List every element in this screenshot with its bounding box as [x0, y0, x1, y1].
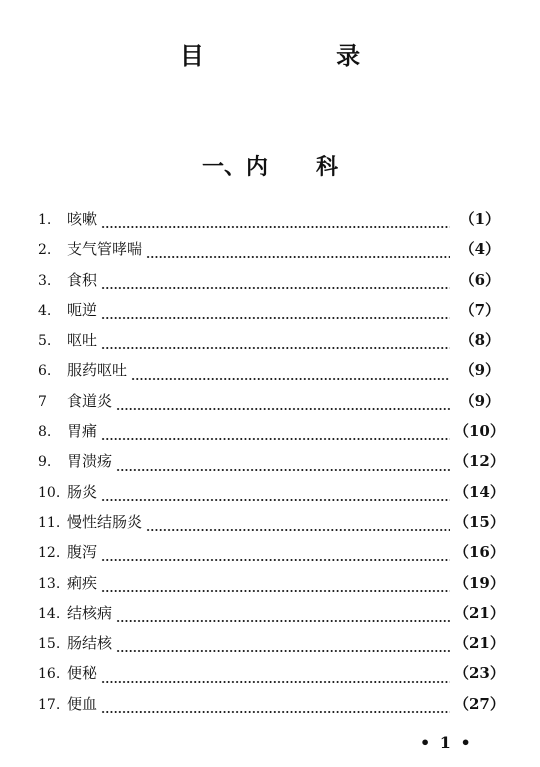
entry-page: （1） — [459, 210, 500, 228]
toc-entry[interactable] — [38, 359, 500, 389]
toc-entry[interactable] — [38, 662, 505, 692]
entry-page: （19） — [454, 573, 505, 592]
entry-page: （10） — [454, 422, 505, 441]
entry-page: （21） — [454, 634, 505, 653]
entry-number: 11. — [38, 514, 61, 531]
section-heading — [0, 150, 540, 181]
entry-page: （23） — [454, 664, 505, 683]
section-name-tail: 科 — [316, 155, 339, 180]
dot-leader — [101, 711, 450, 713]
dot-leader — [101, 317, 450, 319]
entry-number: 2. — [38, 242, 52, 259]
entry-number: 4. — [38, 302, 52, 319]
entry-number: 15. — [38, 636, 61, 653]
toc-entry[interactable] — [38, 299, 500, 329]
entry-number: 12. — [38, 545, 61, 562]
page-title: 目 录 — [179, 42, 423, 70]
entry-title: 便秘 — [67, 664, 98, 683]
dot-leader — [116, 620, 450, 622]
entry-page: （4） — [459, 240, 500, 259]
toc-entry[interactable] — [38, 269, 500, 299]
entry-title: 呃逆 — [67, 300, 98, 319]
entry-title: 肠结核 — [67, 634, 113, 653]
entry-page: （9） — [459, 391, 500, 410]
entry-number: 16. — [38, 666, 61, 683]
toc-entry[interactable] — [38, 511, 505, 541]
dot-leader — [101, 590, 450, 592]
entry-page: （12） — [454, 452, 505, 471]
toc-entry[interactable] — [38, 693, 505, 723]
section-number: 一、内 — [201, 155, 268, 180]
entry-title: 咳嗽 — [67, 210, 98, 228]
entry-number: 14. — [38, 605, 61, 622]
entry-title: 结核病 — [67, 603, 113, 622]
entry-page: （6） — [459, 270, 500, 289]
toc-entry[interactable] — [38, 481, 505, 511]
entry-title: 痢疾 — [67, 573, 98, 592]
toc-list — [38, 208, 505, 723]
dot-leader — [116, 408, 450, 410]
toc-entry[interactable] — [38, 572, 505, 602]
entry-page: （21） — [454, 603, 505, 622]
entry-title: 呕吐 — [67, 331, 98, 350]
dot-leader — [101, 438, 450, 440]
dot-leader — [131, 378, 450, 380]
entry-number: 17. — [38, 696, 61, 713]
entry-title: 胃痛 — [67, 422, 98, 441]
dot-leader — [101, 559, 450, 561]
entry-title: 支气管哮喘 — [67, 240, 143, 259]
dot-leader — [101, 681, 450, 683]
entry-title: 服药呕吐 — [67, 361, 128, 380]
dot-leader — [146, 529, 450, 531]
toc-entry[interactable] — [38, 602, 505, 632]
entry-page: （8） — [459, 331, 500, 350]
entry-title: 胃溃疡 — [67, 452, 113, 471]
toc-entry[interactable] — [38, 390, 500, 420]
entry-page: （7） — [459, 300, 500, 319]
dot-leader — [101, 499, 450, 501]
dot-leader — [146, 256, 450, 258]
entry-title: 腹泻 — [67, 543, 98, 562]
entry-title: 食积 — [67, 270, 98, 289]
entry-title: 慢性结肠炎 — [67, 512, 143, 531]
entry-page: （9） — [459, 361, 500, 380]
toc-entry[interactable] — [38, 450, 505, 480]
entry-title: 便血 — [67, 694, 98, 713]
dot-leader — [116, 650, 450, 652]
entry-page: （16） — [454, 543, 505, 562]
toc-entry[interactable] — [38, 632, 505, 662]
entry-number: 6. — [38, 363, 52, 380]
dot-leader — [116, 469, 450, 471]
entry-number: 8. — [38, 424, 52, 441]
entry-title: 肠炎 — [67, 482, 98, 501]
toc-entry[interactable] — [38, 208, 500, 238]
dot-leader — [101, 347, 450, 349]
toc-entry[interactable] — [38, 541, 505, 571]
dot-leader — [101, 287, 450, 289]
entry-page: （14） — [454, 482, 505, 501]
entry-title: 食道炎 — [67, 391, 113, 410]
entry-number: 5. — [38, 333, 52, 350]
entry-number: 10. — [38, 484, 61, 501]
entry-number: 7 — [38, 393, 47, 410]
entry-number: 9. — [38, 454, 52, 471]
toc-entry[interactable] — [38, 329, 500, 359]
entry-number: 1. — [38, 212, 52, 228]
entry-page: （15） — [454, 512, 505, 531]
entry-number: 13. — [38, 575, 61, 592]
entry-page: （27） — [454, 694, 505, 713]
toc-entry[interactable] — [38, 238, 500, 268]
entry-number: 3. — [38, 272, 52, 289]
page-number: • 1 • — [420, 733, 473, 752]
toc-entry[interactable] — [38, 420, 505, 450]
dot-leader — [101, 226, 450, 228]
